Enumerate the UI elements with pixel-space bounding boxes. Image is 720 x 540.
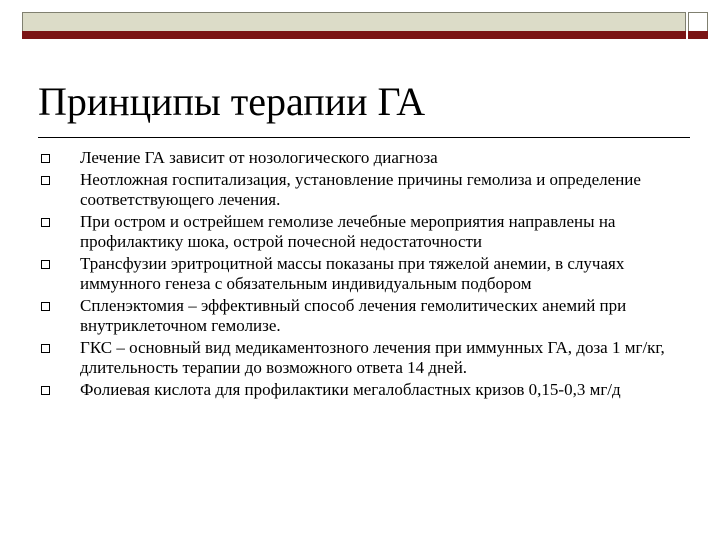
bullet-list xyxy=(40,148,690,401)
list-item-text: ГКС – основный вид медикаментозного лечения при иммунных ГА, доза 1 мг/кг, длительность терапии до возможного ответа 14 дней. xyxy=(80,337,665,377)
square-bullet-icon xyxy=(41,260,50,269)
corner-decorative-square xyxy=(688,12,708,32)
list-item xyxy=(40,338,690,379)
square-bullet-icon xyxy=(41,154,50,163)
square-bullet-icon xyxy=(41,302,50,311)
list-item-text: При остром и острейшем гемолизе лечебные мероприятия направлены на профилактику шока, острой почесной недостаточности xyxy=(80,211,616,251)
list-item-text: Фолиевая кислота для профилактики мегалобластных кризов 0,15-0,3 мг/д xyxy=(80,379,621,399)
square-bullet-icon xyxy=(41,386,50,395)
title-divider xyxy=(38,137,690,138)
square-bullet-icon xyxy=(41,176,50,185)
list-item-text: Спленэктомия – эффективный способ лечения гемолитических анемий при внутриклеточном гемолизе. xyxy=(80,295,627,335)
top-decorative-band xyxy=(22,12,686,32)
list-item-text: Лечение ГА зависит от нозологического диагноза xyxy=(80,148,438,167)
top-accent-stripe xyxy=(22,31,686,39)
square-bullet-icon xyxy=(41,344,50,353)
list-item-text: Неотложная госпитализация, установление причины гемолиза и определение соответствующего лечения. xyxy=(80,169,641,209)
list-item xyxy=(40,212,690,253)
list-item xyxy=(40,296,690,337)
corner-accent-stripe xyxy=(688,31,708,39)
list-item-text: Трансфузии эритроцитной массы показаны при тяжелой анемии, в случаях иммунного генеза с обязательным индивидуальным подбором xyxy=(80,253,625,293)
list-item xyxy=(40,380,690,401)
list-item xyxy=(40,254,690,295)
list-item xyxy=(40,170,690,211)
slide-title: Принципы терапии ГА xyxy=(38,79,426,124)
list-item xyxy=(40,148,690,169)
square-bullet-icon xyxy=(41,218,50,227)
